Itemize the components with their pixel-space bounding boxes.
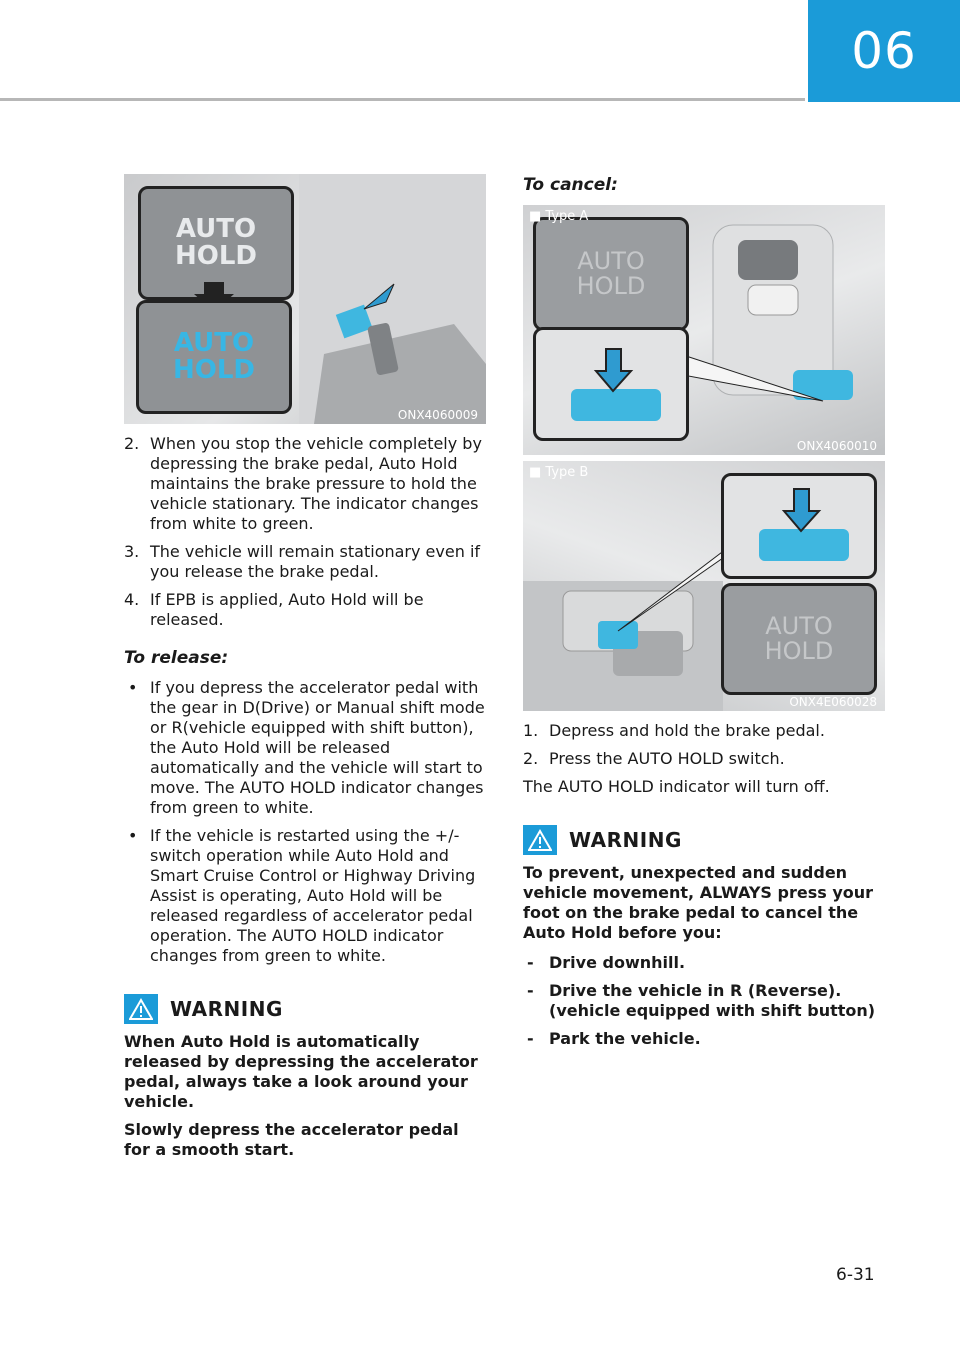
switch-press-illustration bbox=[551, 339, 671, 429]
cancel-heading: To cancel: bbox=[523, 175, 618, 195]
step-item bbox=[124, 434, 488, 534]
warning-icon bbox=[124, 994, 158, 1024]
warning-list-item: - Park the vehicle. bbox=[527, 1029, 701, 1048]
warning-box bbox=[523, 825, 887, 1049]
auto-hold-indicator-off bbox=[721, 583, 877, 695]
switch-press-illustration bbox=[739, 484, 859, 569]
bullet-icon: • bbox=[128, 826, 138, 845]
figure-type-b bbox=[523, 461, 885, 711]
warning-header bbox=[124, 994, 488, 1024]
release-heading: To release: bbox=[124, 648, 229, 668]
bullet-text: If you depress the accelerator pedal with the gear in D(Drive) or Manual shift mode or R(vehicle equipped with shift button), the Auto Hold will be released automatically and the vehicle will start to move. The AUTO HOLD indicator changes from green to white. bbox=[150, 678, 485, 817]
bullet-text: If the vehicle is restarted using the +/- switch operation while Auto Hold and Smart Cruise Control or Highway Driving Assist is operating, Auto Hold will be released regardless of accelerator pedal operation. The AUTO HOLD indicator changes from green to white. bbox=[150, 826, 476, 965]
chapter-tab bbox=[808, 0, 960, 102]
switch-closeup bbox=[533, 327, 689, 441]
page-number: 6-31 bbox=[836, 1265, 875, 1285]
step-item bbox=[523, 721, 887, 741]
step-text: Press the AUTO HOLD switch. bbox=[549, 749, 785, 768]
step-item bbox=[523, 749, 887, 769]
cancel-note: The AUTO HOLD indicator will turn off. bbox=[523, 777, 830, 796]
figure-code: ONX4E060028 bbox=[789, 695, 877, 709]
warning-list-item: - Drive downhill. bbox=[527, 953, 686, 972]
auto-hold-indicator-green bbox=[136, 300, 292, 414]
figure-type-a bbox=[523, 205, 885, 455]
figure-code: ONX4060010 bbox=[796, 439, 877, 453]
figure-code: ONX4060009 bbox=[397, 408, 478, 422]
bullet-item bbox=[124, 678, 488, 818]
warning-list-text: Drive the vehicle in R (Reverse). (vehicle equipped with shift button) bbox=[549, 981, 876, 1020]
chapter-number: 06 bbox=[851, 22, 917, 80]
step-number: 2. bbox=[523, 749, 539, 768]
panel-text-line: HOLD bbox=[576, 272, 646, 300]
step-item bbox=[124, 542, 488, 582]
right-column bbox=[523, 721, 887, 1057]
step-text: If EPB is applied, Auto Hold will be released. bbox=[150, 590, 424, 629]
panel-text-line: AUTO bbox=[577, 246, 645, 275]
step-number: 1. bbox=[523, 721, 539, 740]
bullet-icon: • bbox=[128, 678, 138, 697]
step-text: The vehicle will remain stationary even if you release the brake pedal. bbox=[150, 542, 481, 581]
header-rule bbox=[0, 98, 805, 101]
panel-text-line: AUTO bbox=[175, 213, 257, 244]
step-number: 2. bbox=[124, 434, 140, 453]
step-number: 4. bbox=[124, 590, 140, 609]
panel-text-line: HOLD bbox=[764, 637, 834, 665]
type-label: ■ Type B bbox=[529, 465, 589, 480]
warning-list-item: - Drive the vehicle in R (Reverse). (vehicle equipped with shift button) bbox=[523, 981, 887, 1021]
step-text: When you stop the vehicle completely by depressing the brake pedal, Auto Hold maintains the brake pressure to hold the vehicle stationary. The indicator changes from white to green. bbox=[150, 434, 482, 533]
warning-paragraph: Slowly depress the accelerator pedal for a smooth start. bbox=[124, 1120, 459, 1159]
panel-text-line: HOLD bbox=[174, 241, 257, 271]
step-text: Depress and hold the brake pedal. bbox=[549, 721, 825, 740]
warning-title: WARNING bbox=[569, 828, 682, 852]
bullet-item bbox=[124, 826, 488, 966]
warning-paragraph: To prevent, unexpected and sudden vehicle movement, ALWAYS press your foot on the brake pedal to cancel the Auto Hold before you: bbox=[523, 863, 874, 942]
warning-box bbox=[124, 994, 488, 1160]
panel-text-line: AUTO bbox=[173, 327, 255, 358]
panel-text-line: HOLD bbox=[172, 355, 255, 385]
step-number: 3. bbox=[124, 542, 140, 561]
warning-list-text: Park the vehicle. bbox=[549, 1029, 701, 1048]
switch-closeup bbox=[721, 473, 877, 579]
warning-list-text: Drive downhill. bbox=[549, 953, 686, 972]
figure-brake-pedal bbox=[124, 174, 486, 424]
auto-hold-indicator-off bbox=[533, 217, 689, 331]
warning-icon bbox=[523, 825, 557, 855]
panel-text-line: AUTO bbox=[765, 611, 833, 640]
warning-paragraph: When Auto Hold is automatically released by depressing the accelerator pedal, always take a look around your vehicle. bbox=[124, 1032, 478, 1111]
type-label: ■ Type A bbox=[529, 209, 589, 224]
left-column bbox=[124, 434, 488, 1160]
step-item bbox=[124, 590, 488, 630]
warning-title: WARNING bbox=[170, 997, 283, 1021]
warning-header bbox=[523, 825, 887, 855]
